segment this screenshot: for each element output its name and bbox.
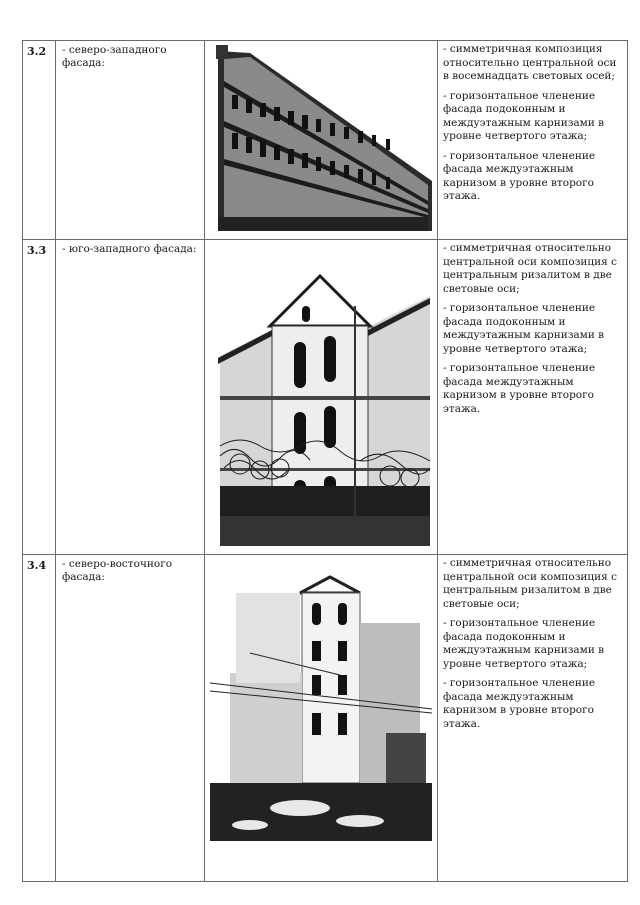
table-row bbox=[23, 240, 628, 555]
row-number: 3.2 bbox=[23, 41, 56, 240]
feature-item: - горизонтальное членение фасада междуэтажным карнизом в уровне второго этажа. bbox=[443, 677, 596, 730]
feature-list bbox=[438, 240, 628, 555]
row-number: 3.3 bbox=[23, 240, 56, 555]
facade-name: - северо-западного фасада: bbox=[56, 41, 205, 240]
feature-item: - симметричная относительно центральной оси композиция с центральным ризалитом в две световые оси; bbox=[443, 557, 618, 610]
photo-cell bbox=[205, 555, 438, 882]
feature-list bbox=[438, 41, 628, 240]
photo-cell bbox=[205, 240, 438, 555]
facade-name: - северо-восточного фасада: bbox=[56, 555, 205, 882]
feature-item: - горизонтальное членение фасада междуэтажным карнизом в уровне второго этажа. bbox=[443, 149, 596, 202]
feature-item: - горизонтальное членение фасада подоконным и междуэтажным карнизами в уровне четвертого этажа; bbox=[443, 617, 605, 670]
feature-list bbox=[438, 555, 628, 882]
northeast-facade-photo bbox=[210, 563, 432, 841]
facade-table bbox=[22, 40, 628, 882]
southwest-facade-photo bbox=[210, 246, 432, 546]
facade-name: - юго-западного фасада: bbox=[56, 240, 205, 555]
photo-cell bbox=[205, 41, 438, 240]
feature-item: - симметричная композиция относительно центральной оси в восемнадцать световых осей; bbox=[443, 43, 617, 82]
feature-item: - горизонтальное членение фасада подоконным и междуэтажным карнизами в уровне четвертого этажа; bbox=[443, 89, 605, 142]
table-row bbox=[23, 41, 628, 240]
feature-item: - горизонтальное членение фасада подоконным и междуэтажным карнизами в уровне четвертого этажа; bbox=[443, 302, 605, 355]
row-number: 3.4 bbox=[23, 555, 56, 882]
table-row bbox=[23, 555, 628, 882]
feature-item: - симметричная относительно центральной оси композиция с центральным ризалитом в две световые оси; bbox=[443, 242, 618, 295]
feature-item: - горизонтальное членение фасада междуэтажным карнизом в уровне второго этажа. bbox=[443, 362, 596, 415]
northwest-facade-photo bbox=[210, 41, 432, 231]
